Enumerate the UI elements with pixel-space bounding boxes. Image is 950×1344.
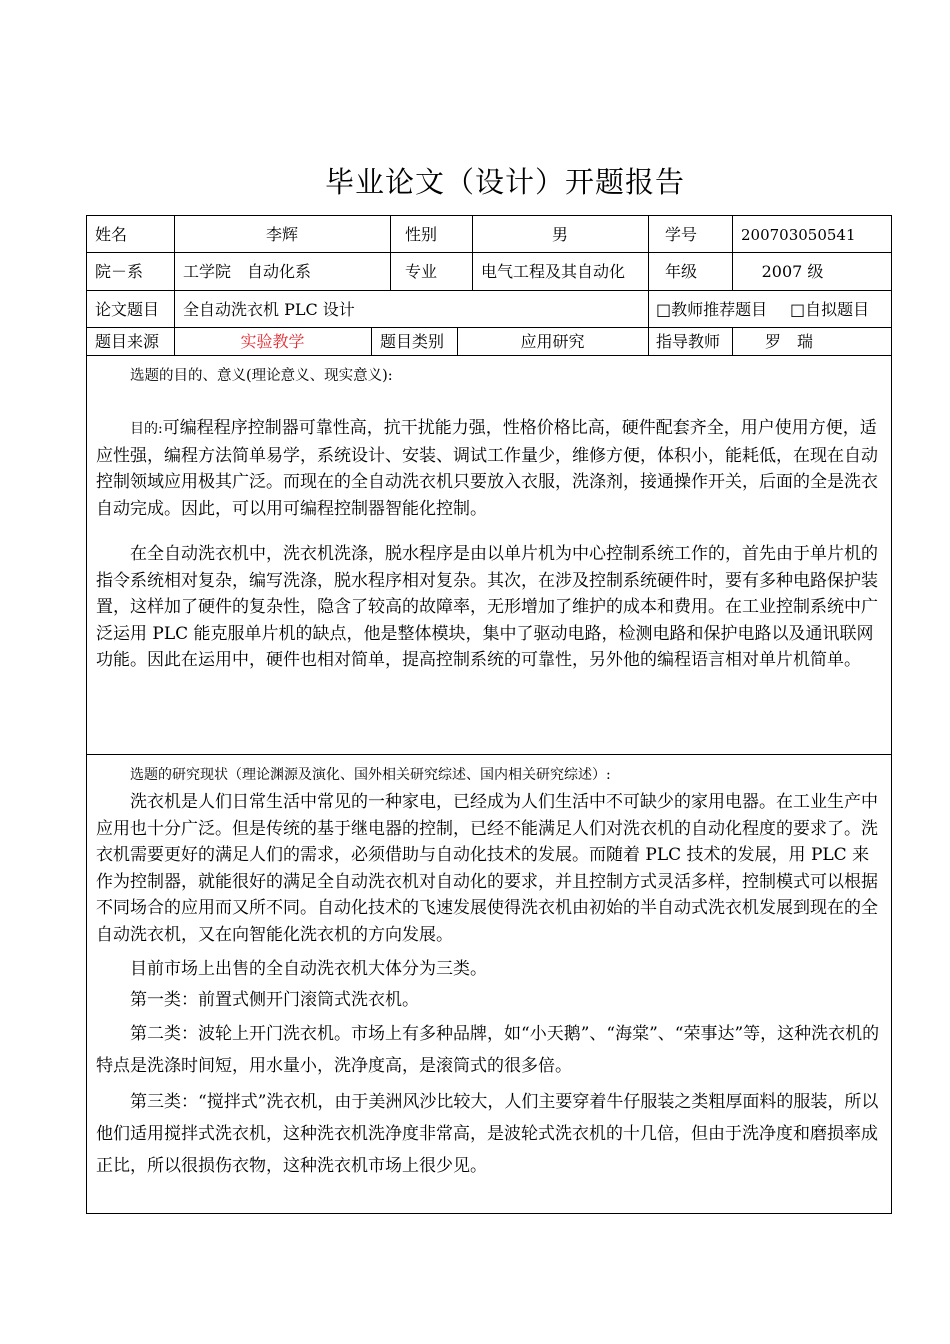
row-divider [87,327,891,328]
section2-paragraph4: 第二类：波轮上开门洗衣机。市场上有多种品牌，如“小天鹅”、“海棠”、“荣事达”等，这种洗衣机的特点是洗涤时间短，用水量小，洗净度高，是滚筒式的很多倍。 [96,1024,880,1076]
teacher-recommended-checkbox[interactable]: □教师推荐题目 [656,300,768,319]
section2-paragraph1: 洗衣机是人们日常生活中常见的一种家电，已经成为人们生活中不可缺少的家用电器。在工业生产中应用也十分广泛。但是传统的基于继电器的控制，已经不能满足人们对洗衣机的自动化程度的要求了。洗衣机需要更好的满足人们的需求，必须借助与自动化技术的发展。而随着 PLC 技术的发展，用 PLC 来作为控制器，就能很好的满足全自动洗衣机对自动化的要求，并且控制方式灵活多样，控制模式可以根据不同场合的应用而又所不同。自动化技术的飞速发展使得洗衣机由初始的半自动式洗衣机发展到现在的全自动洗衣机，又在向智能化洗衣机的方向发展。 [96,792,878,945]
advisor-label: 指导教师 [656,332,721,351]
thesis-title-label: 论文题目 [95,300,160,319]
section2-paragraph3: 第一类：前置式侧开门滚筒式洗衣机。 [130,990,419,1010]
advisor-value: 罗 瑞 [765,332,814,351]
column-divider [371,327,372,355]
column-divider [648,327,649,355]
student-id-value: 200703050541 [741,226,856,244]
row-divider [87,290,891,291]
grade-label: 年级 [665,262,698,281]
purpose-paragraph [96,415,886,522]
column-divider [732,327,733,355]
department-label: 院－系 [95,262,144,281]
purpose-lead: 目的: [130,421,163,437]
major-label: 专业 [405,262,438,281]
row-divider [87,252,891,253]
section1-heading: 选题的目的、意义(理论意义、现实意义): [130,368,393,384]
section2-heading: 选题的研究现状（理论渊源及演化、国外相关研究综述、国内相关研究综述）: [130,767,611,783]
student-id-label: 学号 [665,225,698,244]
thesis-title-value: 全自动洗衣机 PLC 设计 [183,300,355,319]
grade-value: 2007 级 [761,262,824,281]
gender-label: 性别 [405,225,438,244]
section1-paragraph2: 在全自动洗衣机中，洗衣机洗涤，脱水程序是由以单片机为中心控制系统工作的，首先由于单片机的指令系统相对复杂，编写洗涤，脱水程序相对复杂。其次，在涉及控制系统硬件时，要有多种电路保护装置，这样加了硬件的复杂性，隐含了较高的故障率，无形增加了维护的成本和费用。在工业控制系统中广泛运用 PLC 能克服单片机的缺点，他是整体模块，集中了驱动电路，检测电路和保护电路以及通讯联网功能。因此在运用中，硬件也相对简单，提高控制系统的可靠性，另外他的编程语言相对单片机简单。 [96,544,878,670]
column-divider [390,216,391,290]
category-value: 应用研究 [520,332,585,351]
gender-value: 男 [551,225,568,244]
category-label: 题目类别 [380,332,445,351]
source-label: 题目来源 [95,332,160,351]
report-form [86,215,892,1214]
section2-body [96,789,886,1182]
section2-paragraph5: 第三类：“搅拌式”洗衣机，由于美洲风沙比较大，人们主要穿着牛仔服装之类粗厚面料的服装，所以他们适用搅拌式洗衣机，这种洗衣机洗净度非常高，是波轮式洗衣机的十几倍，但由于洗净度和磨损率成正比，所以很损伤衣物，这种洗衣机市场上很少见。 [96,1092,879,1176]
purpose-body: 可编程程序控制器可靠性高，抗干扰能力强，性格价格比高，硬件配套齐全，用户使用方便，适应性强，编程方法简单易学，系统设计、安装、调试工作量少，维修方便，体积小，能耗低，在现在自动控制领域应用极其广泛。而现在的全自动洗衣机只要放入衣服，洗涤剂，接通操作开关，后面的全是洗衣自动完成。因此，可以用可编程控制器智能化控制。 [96,418,878,519]
row-divider [87,355,891,356]
name-value: 李辉 [265,225,298,244]
self-proposed-checkbox[interactable]: □自拟题目 [790,300,870,319]
department-value: 工学院 自动化系 [183,262,312,281]
column-divider [648,216,649,327]
section-divider [87,754,891,755]
section2-paragraph2: 目前市场上出售的全自动洗衣机大体分为三类。 [130,959,487,979]
source-value: 实验教学 [240,332,305,351]
name-label: 姓名 [95,225,128,244]
document-title: 毕业论文（设计）开题报告 [324,165,685,199]
major-value: 电气工程及其自动化 [481,262,626,281]
